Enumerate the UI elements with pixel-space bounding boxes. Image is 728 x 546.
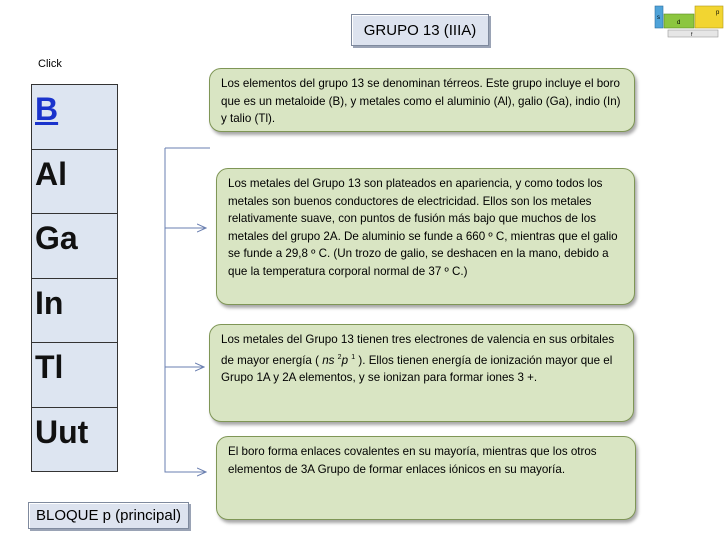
element-ga: Ga (32, 214, 117, 279)
element-uut: Uut (35, 413, 89, 450)
ptable-p-label: p (716, 10, 720, 16)
info-bubble-intro (209, 68, 635, 132)
info-bubble-electrons (209, 324, 634, 422)
bloque-label: BLOQUE p (principal) (28, 502, 189, 529)
info-bubble-intro-text: Los elementos del grupo 13 se denominan térreos. Este grupo incluye el boro que es un metaloide (B), y metales como el aluminio (Al), galio (Ga), indio (In) y talio (Tl). (221, 77, 621, 125)
info-bubble-bonds-text: El boro forma enlaces covalentes en su mayoría, mientras que los otros elementos de 3A Grupo de formar enlaces iónicos en su mayoría. (228, 445, 597, 476)
element-al: Al (32, 150, 117, 215)
ptable-s-label: s (657, 15, 660, 21)
click-hint: Click (38, 58, 62, 70)
info-bubble-electrons-text: Los metales del Grupo 13 tienen tres electrones de valencia en sus orbitales de mayor energía ( ns $^2$p $^1$ ). Ellos tienen energía de ionización mayor que el Grupo 1A y 2A elementos, y se ionizan para formar iones 3 +. (221, 333, 615, 384)
element-in: In (32, 279, 117, 344)
ptable-d-label: d (677, 20, 681, 26)
ptable-f-label: f (691, 32, 693, 38)
info-bubble-properties-text: Los metales del Grupo 13 son plateados en apariencia, y como todos los metales son buenos conductores de electricidad. Ellos son los metales relativamente suave, con puntos de fusión más bajo que muchos de los metales del grupo 2A. De aluminio se funde a 660 º C, mientras que el galio se funde a 29,8 º C. (Un trozo de galio, se deshacen en la mano, debido a que la temperatura corporal normal de 37 º C.) (228, 177, 618, 278)
page-title: GRUPO 13 (IIIA) (351, 14, 489, 46)
info-bubble-bonds (216, 436, 636, 520)
element-b-link[interactable]: B (32, 85, 117, 150)
element-tl: Tl (32, 343, 117, 408)
info-bubble-properties (216, 168, 635, 305)
